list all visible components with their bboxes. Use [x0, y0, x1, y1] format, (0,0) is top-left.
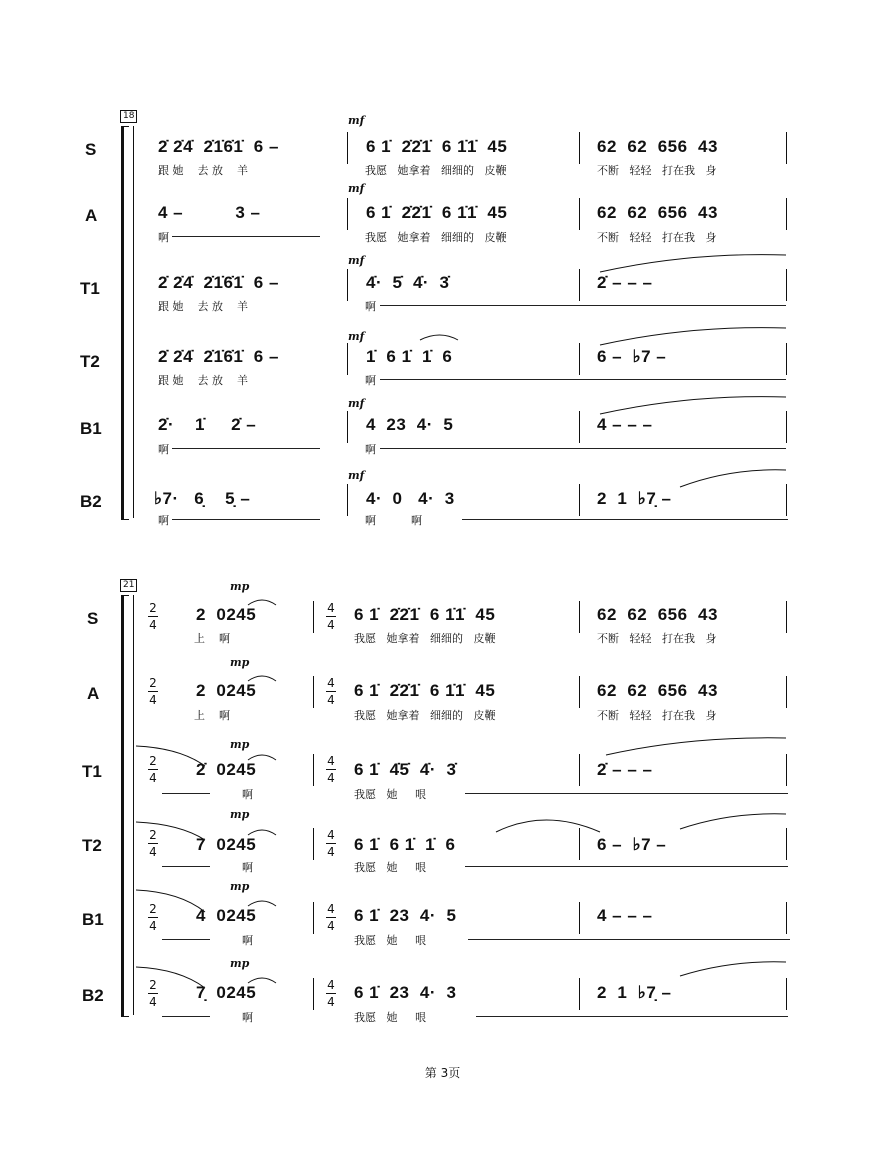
lyrics: 啊: [158, 231, 169, 244]
lyrics: 我愿 她 哏: [354, 934, 426, 947]
dynamic-marking: mp: [230, 656, 250, 669]
lyrics: 不断 轻轻 打在我 身: [597, 709, 717, 722]
notes-measure: 62 62 656 43: [597, 203, 718, 222]
tie-arc: [248, 755, 276, 760]
lyrics: 不断 轻轻 打在我 身: [597, 632, 717, 645]
lyrics: 跟 她 去 放 羊: [158, 374, 248, 387]
notes-measure: 2 0245: [196, 681, 257, 700]
tie-arc: [248, 901, 276, 906]
lyrics: 啊: [242, 788, 253, 801]
voice-label: B1: [82, 910, 104, 929]
time-sig-top: 4: [327, 676, 335, 690]
tie-arc: [606, 738, 786, 755]
notes-measure: 7 0245: [196, 835, 257, 854]
lyrics: 啊: [365, 443, 376, 456]
notes-measure: 6 – ♭7 –: [597, 835, 667, 854]
notes-measure: 4 – – –: [597, 906, 653, 925]
lyrics: 啊: [242, 1011, 253, 1024]
voice-label: A: [85, 206, 98, 225]
notes-measure: 4 – 3 –: [158, 203, 261, 222]
time-sig-bottom: 4: [149, 919, 157, 933]
notes-measure: 4 23 4· 5: [366, 415, 454, 434]
notes-measure: 6 1̇ 2̇2̇1̇ 6 1̇1̇ 45: [366, 203, 508, 222]
dynamic-marking: mf: [348, 330, 365, 343]
notes-measure: 2̇ 2̇4̇ 2̇1̇6̇1̇ 6 –: [158, 347, 279, 366]
tie-arc: [680, 814, 786, 829]
notes-measure: 2̇ – – –: [597, 273, 653, 292]
time-sig-bottom: 4: [149, 771, 157, 785]
notes-measure: 62 62 656 43: [597, 681, 718, 700]
voice-label: T2: [80, 352, 100, 371]
voice-label: T2: [82, 836, 102, 855]
lyrics: 我愿 她 哏: [354, 1011, 426, 1024]
time-sig-bottom: 4: [327, 618, 335, 632]
time-sig-top: 4: [327, 902, 335, 916]
lyrics: 啊: [365, 300, 376, 313]
notes-measure: 6 1̇ 2̇2̇1̇ 6 1̇1̇ 45: [354, 605, 496, 624]
notes-measure: 2 1 ♭7̣ –: [597, 983, 672, 1002]
tie-arc: [248, 830, 276, 835]
notes-measure: 62 62 656 43: [597, 137, 718, 156]
time-sig-bottom: 4: [327, 995, 335, 1009]
lyrics: 跟 她 去 放 羊: [158, 164, 248, 177]
lyrics: 我愿 她拿着 细细的 皮鞭: [354, 632, 496, 645]
dynamic-marking: mp: [230, 957, 250, 970]
dynamic-marking: mp: [230, 808, 250, 821]
time-sig-top: 4: [327, 978, 335, 992]
lyrics: 我愿 她 哏: [354, 861, 426, 874]
tie-arc: [680, 470, 786, 487]
time-sig-top: 2: [149, 676, 157, 690]
voice-label: T1: [82, 762, 102, 781]
lyrics: 上 啊: [194, 632, 230, 645]
dynamic-marking: mp: [230, 738, 250, 751]
time-sig-top: 2: [149, 828, 157, 842]
lyrics: 啊: [242, 934, 253, 947]
voice-label: S: [87, 609, 99, 628]
time-sig-bottom: 4: [327, 845, 335, 859]
notes-measure: 1̇ 6 1̇ 1̇ 6: [366, 347, 453, 366]
lyrics: 啊 啊: [365, 514, 422, 527]
tie-arc: [136, 890, 205, 912]
measure-number: 21: [120, 579, 137, 592]
tie-arc: [248, 600, 276, 605]
time-sig-top: 2: [149, 754, 157, 768]
voice-label: B1: [80, 419, 102, 438]
lyrics: 我愿 她拿着 细细的 皮鞭: [365, 164, 507, 177]
tie-arc: [680, 962, 786, 976]
time-sig-top: 2: [149, 601, 157, 615]
time-sig-bottom: 4: [327, 771, 335, 785]
lyrics: 啊: [365, 374, 376, 387]
notes-measure: 62 62 656 43: [597, 605, 718, 624]
dynamic-marking: mf: [348, 397, 365, 410]
notes-measure: 2 1 ♭7̣ –: [597, 489, 672, 508]
time-sig-bottom: 4: [149, 693, 157, 707]
lyrics: 跟 她 去 放 羊: [158, 300, 248, 313]
dynamic-marking: mf: [348, 182, 365, 195]
measure-number: 18: [120, 110, 137, 123]
tie-arc: [600, 397, 786, 414]
time-sig-bottom: 4: [149, 845, 157, 859]
tie-arc: [136, 822, 205, 840]
notes-measure: 6 1̇ 23 4· 3: [354, 983, 457, 1002]
time-sig-top: 4: [327, 754, 335, 768]
tie-arc: [496, 820, 600, 832]
notes-measure: 2̇ 2̇4̇ 2̇1̇6̇1̇ 6 –: [158, 137, 279, 156]
dynamic-marking: mf: [348, 114, 365, 127]
lyrics: 不断 轻轻 打在我 身: [597, 231, 717, 244]
notes-measure: ♭7· 6̣ 5̣ –: [154, 489, 251, 508]
tie-arc: [248, 676, 276, 681]
notes-measure: 4̇· 5̇ 4̇· 3̇: [366, 273, 450, 292]
notes-measure: 6 1̇ 2̇2̇1̇ 6 1̇1̇ 45: [354, 681, 496, 700]
tie-arc: [136, 967, 205, 988]
time-sig-top: 2: [149, 902, 157, 916]
voice-label: B2: [82, 986, 104, 1005]
tie-arc: [248, 978, 276, 983]
tie-arc: [600, 255, 786, 272]
tie-arc: [136, 746, 205, 766]
time-sig-top: 4: [327, 601, 335, 615]
lyrics: 我愿 她 哏: [354, 788, 426, 801]
voice-label: A: [87, 684, 100, 703]
notes-measure: 6 1̇ 23 4· 5: [354, 906, 457, 925]
lyrics: 不断 轻轻 打在我 身: [597, 164, 717, 177]
dynamic-marking: mp: [230, 580, 250, 593]
notes-measure: 7̣ 0245: [196, 983, 257, 1002]
notes-measure: 4 0245: [196, 906, 257, 925]
dynamic-marking: mp: [230, 880, 250, 893]
lyrics: 啊: [242, 861, 253, 874]
notes-measure: 2̇· 1̇ 2̇ –: [158, 415, 257, 434]
lyrics: 我愿 她拿着 细细的 皮鞭: [354, 709, 496, 722]
notes-measure: 6 – ♭7 –: [597, 347, 667, 366]
lyrics: 上 啊: [194, 709, 230, 722]
time-sig-bottom: 4: [327, 919, 335, 933]
dynamic-marking: mf: [348, 254, 365, 267]
time-sig-bottom: 4: [149, 995, 157, 1009]
page-number: 第 3页: [424, 1066, 461, 1080]
notes-measure: 6 1̇ 2̇2̇1̇ 6 1̇1̇ 45: [366, 137, 508, 156]
voice-label: S: [85, 140, 97, 159]
time-sig-top: 4: [327, 828, 335, 842]
time-sig-bottom: 4: [149, 618, 157, 632]
notes-measure: 2 0245: [196, 605, 257, 624]
time-sig-bottom: 4: [327, 693, 335, 707]
notes-measure: 6 1̇ 4̇5̇ 4̇· 3̇: [354, 760, 457, 779]
tie-arc: [420, 335, 458, 340]
notes-measure: 6 1̇ 6 1̇ 1̇ 6: [354, 835, 456, 854]
tie-arc: [600, 328, 786, 345]
lyrics: 啊: [158, 443, 169, 456]
notes-measure: 4· 0 4· 3: [366, 489, 455, 508]
lyrics: 啊: [158, 514, 169, 527]
notes-measure: 4 – – –: [597, 415, 653, 434]
lyrics: 我愿 她拿着 细细的 皮鞭: [365, 231, 507, 244]
notes-measure: 2̇ – – –: [597, 760, 653, 779]
voice-label: B2: [80, 492, 102, 511]
voice-label: T1: [80, 279, 100, 298]
dynamic-marking: mf: [348, 469, 365, 482]
notes-measure: 2̇ 0245: [196, 760, 257, 779]
notes-measure: 2̇ 2̇4̇ 2̇1̇6̇1̇ 6 –: [158, 273, 279, 292]
time-sig-top: 2: [149, 978, 157, 992]
